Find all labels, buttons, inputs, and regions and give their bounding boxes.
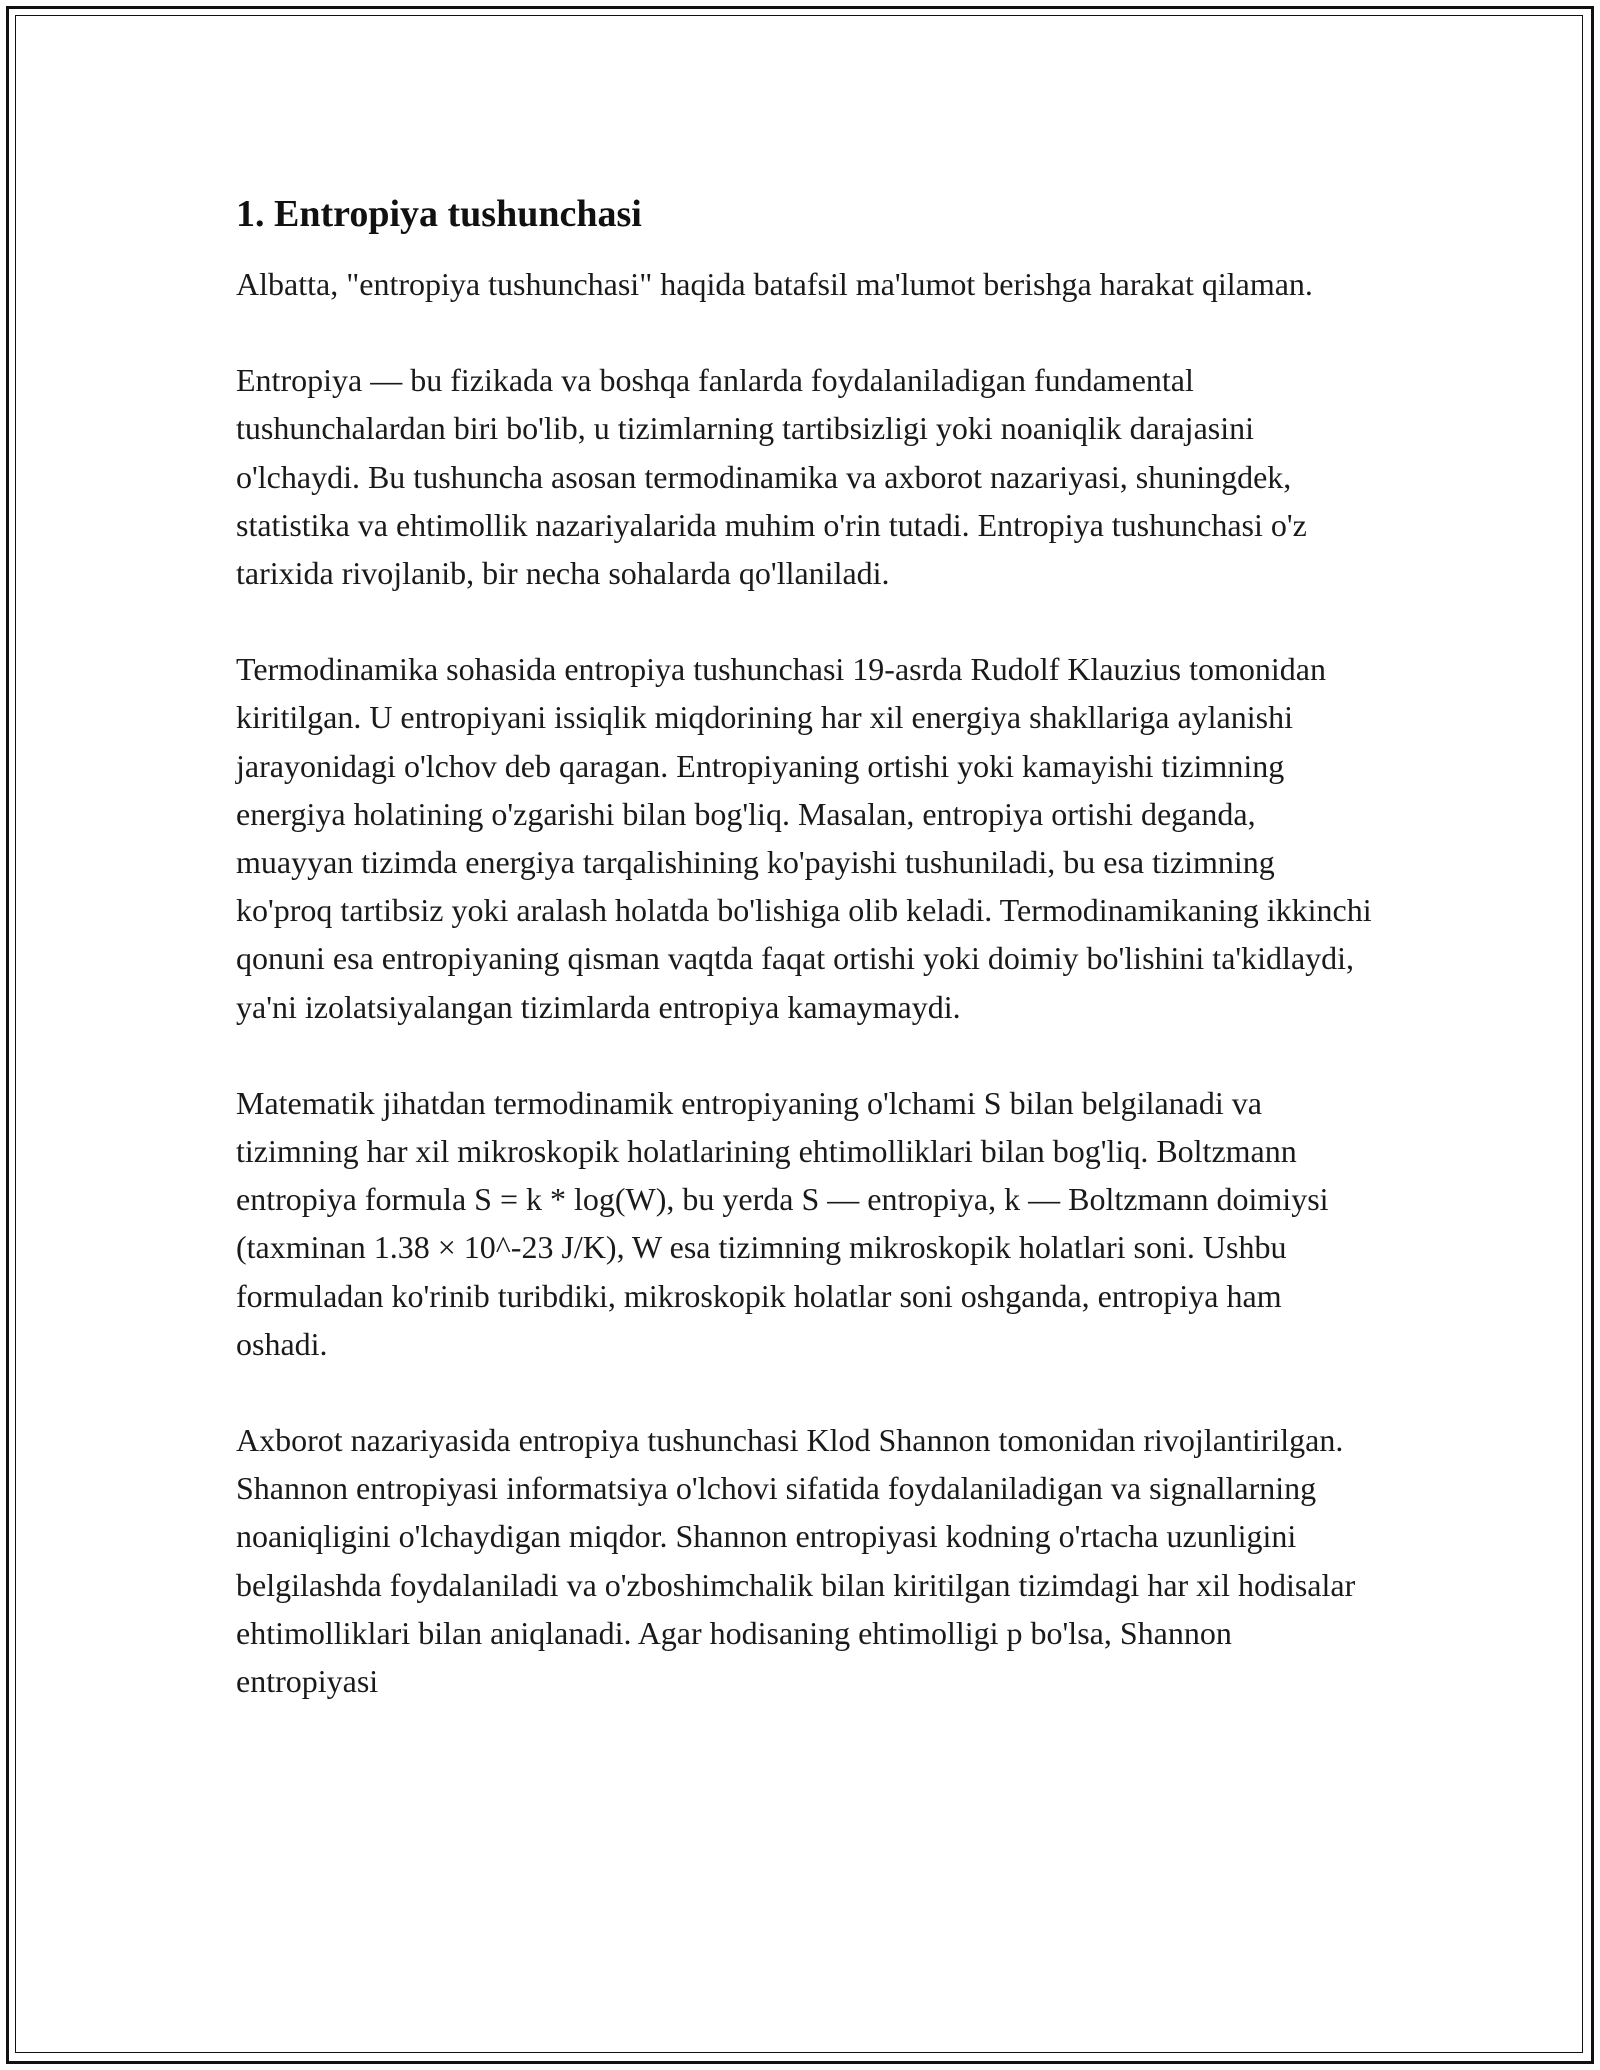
paragraph-intro: Albatta, "entropiya tushunchasi" haqida batafsil ma'lumot berishga harakat qilaman.	[236, 266, 1313, 302]
paragraph-boltzmann-formula: Matematik jihatdan termodinamik entropiyaning o'lchami S bilan belgilanadi va tizimning har xil mikroskopik holatlarining ehtimolliklari bilan bog'liq. Boltzmann entropiya formula S = k * log(W), bu yerda S — entropiya, k — Boltzmann doimiysi (taxminan 1.38 × 10^-23 J/K), W esa tizimning mikroskopik holatlari soni. Ushbu formuladan ko'rinib turibdiki, mikroskopik holatlar soni oshganda, entropiya ham oshadi.	[236, 1084, 1329, 1362]
paragraph-shannon: Axborot nazariyasida entropiya tushunchasi Klod Shannon tomonidan rivojlantirilgan. Shannon entropiyasi informatsiya o'lchovi sifatida foydalaniladigan va signallarning noaniqligini o'lchaydigan miqdor. Shannon entropiyasi kodning o'rtacha uzunligini belgilashda foydalaniladi va o'zboshimchalik bilan kiritilgan tizimdagi har xil hodisalar ehtimolliklari bilan aniqlanadi. Agar hodisaning ehtimolligi p bo'lsa, Shannon entropiyasi	[236, 1422, 1356, 1700]
paragraph-thermodynamics: Termodinamika sohasida entropiya tushunchasi 19-asrda Rudolf Klauzius tomonidan kiritilgan. U entropiyani issiqlik miqdorining har xil energiya shakllariga aylanishi jarayonidagi o'lchov deb qaragan. Entropiyaning ortishi yoki kamayishi tizimning energiya holatining o'zgarishi bilan bog'liq. Masalan, entropiya ortishi deganda, muayyan tizimda energiya tarqalishining ko'payishi tushuniladi, bu esa tizimning ko'proq tartibsiz yoki aralash holatda bo'lishiga olib keladi. Termodinamikaning ikkinchi qonuni esa entropiyaning qisman vaqtda faqat ortishi yoki doimiy bo'lishini ta'kidlaydi, ya'ni izolatsiyalangan tizimlarda entropiya kamaymaydi.	[236, 651, 1372, 1025]
section-heading: 1. Entropiya tushunchasi	[236, 193, 642, 235]
document-page	[236, 188, 1372, 1753]
paragraph-definition: Entropiya — bu fizikada va boshqa fanlarda foydalaniladigan fundamental tushunchalardan biri bo'lib, u tizimlarning tartibsizligi yoki noaniqlik darajasini o'lchaydi. Bu tushuncha asosan termodinamika va axborot nazariyasi, shuningdek, statistika va ehtimollik nazariyalarida muhim o'rin tutadi. Entropiya tushunchasi o'z tarixida rivojlanib, bir necha sohalarda qo'llaniladi.	[236, 362, 1307, 592]
